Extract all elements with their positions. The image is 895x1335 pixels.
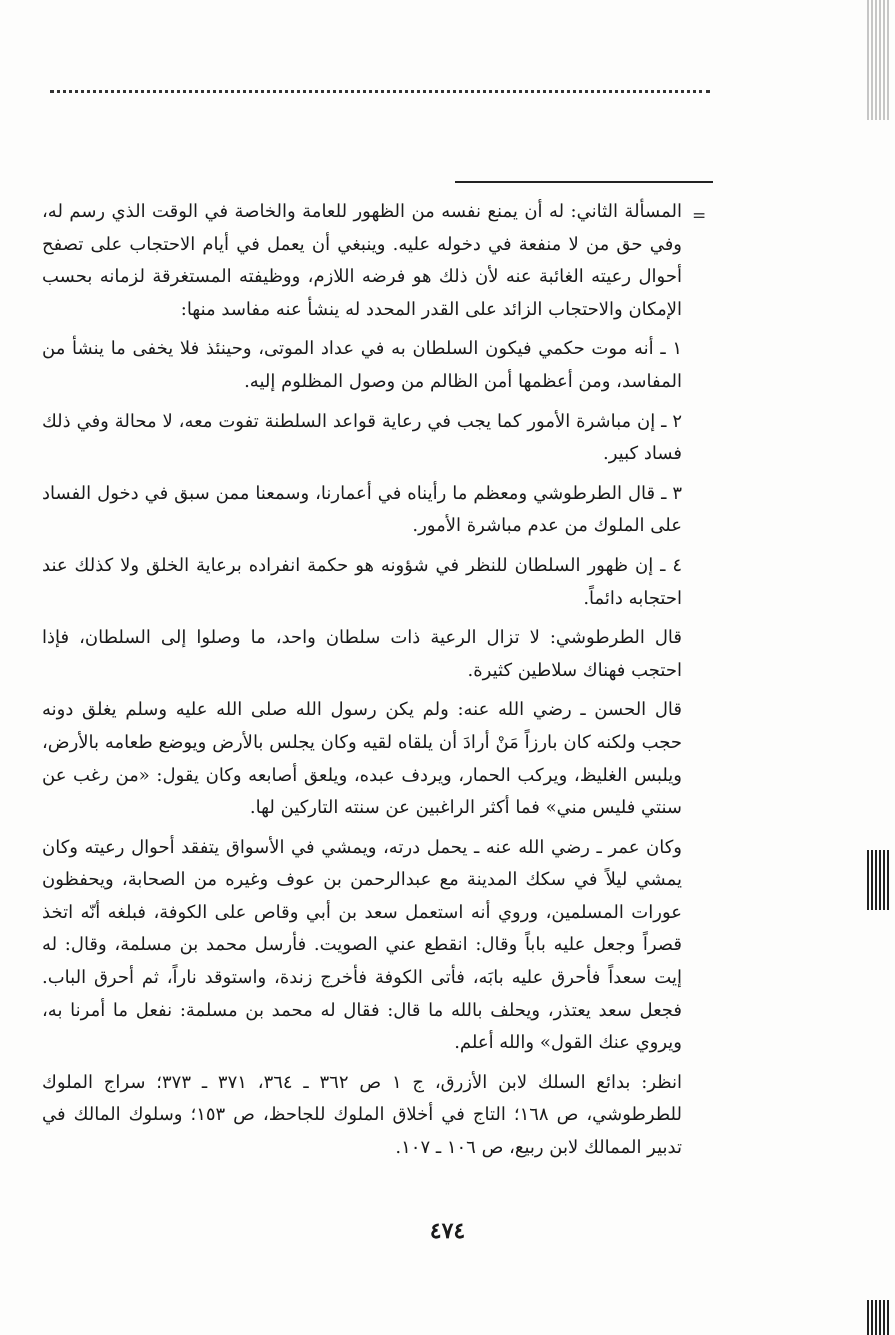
scan-edge-marks [855,0,895,1335]
paragraph-point-two: ٢ ـ إن مباشرة الأمور كما يجب في رعاية قواعد السلطنة تفوت معه، لا محالة وفي ذلك فساد كبير. [42,410,682,465]
footnote-text [42,196,682,1172]
paragraph-references: انظر: بدائع السلك لابن الأزرق، ج ١ ص ٣٦٢ ـ ٣٦٤، ٣٧١ ـ ٣٧٣؛ سراج الملوك للطرطوشي، ص ١٦٨؛ التاج في أخلاق الملوك للجاحظ، ص ١٥٣؛ وسلوك المالك في تدبير الممالك لابن ربيع، ص ١٠٦ ـ ١٠٧. [42,1071,683,1159]
paragraph-umar-story: وكان عمر ـ رضي الله عنه ـ يحمل درته، ويمشي في الأسواق يتفقد أحوال رعيته وكان يمشي ليلاً في سكك المدينة مع عبدالرحمن بن عوف وغيره من الصحابة، ويحفظون عورات المسلمين، وروي أنه استعمل سعد بن أبي وقاص على الكوفة، فبلغه أنّه اتخذ قصراً وجعل عليه باباً وقال: انقطع عني الصويت. فأرسل محمد بن مسلمة، وقال: له إيت سعداً فأحرق عليه بابَه، فأتى الكوفة فأخرج زندة، واستوقد ناراً، ثم أحرق الباب. فجعل سعد يعتذر، ويحلف بالله ما قال: فقال له محمد بن مسلمة: نفعل ما أمرنا به، ويروي عنك القول» والله أعلم. [42,836,682,1054]
paragraph-question-two: المسألة الثاني: له أن يمنع نفسه من الظهور للعامة والخاصة في الوقت الذي رسم له، وفي حق من لا منفعة في دخوله عليه. وينبغي أن يعمل في أيام الاحتجاب على تصفح أحوال رعيته الغائبة عنه لأن ذلك هو فرضه اللازم، ووظيفته المستغرقة لزمانه بحسب الإمكان والاحتجاب الزائد على القدر المحدد له ينشأ عنه مفاسد منها: [42,201,682,320]
paragraph-hasan-quote: قال الحسن ـ رضي الله عنه: ولم يكن رسول الله صلى الله عليه وسلم يغلق دونه حجب ولكنه كان بارزاً مَنْ أرادَ أن يلقاه لقيه وكان يجلس بالأرض ويوضع طعامه بالأرض، ويلبس الغليظ، ويركب الحمار، ويردف عبده، ويلعق أصابعه وكان يقول: «من رغب عن سنتي فليس مني» فما أكثر الراغبين عن سنته التاركين لها. [42,699,682,819]
header-dotted-rule [50,90,710,93]
paragraph-point-four: ٤ ـ إن ظهور السلطان للنظر في شؤونه هو حكمة انفراده برعاية الخلق ولا كذلك عند احتجابه دائماً. [42,554,682,609]
paragraph-point-one: ١ ـ أنه موت حكمي فيكون السلطان به في عداد الموتى، وحينئذ فلا يخفى ما ينشأ من المفاسد، ومن أعظمها أمن الظالم من وصول المظلوم إليه. [42,338,682,392]
footnote-continuation-mark: = [692,206,707,226]
footnote-separator [455,181,713,183]
paragraph-point-three: ٣ ـ قال الطرطوشي ومعظم ما رأيناه في أعمارنا، وسمعنا ممن سبق في دخول الفساد على الملوك من عدم مباشرة الأمور. [42,482,682,537]
paragraph-turtushi-quote: قال الطرطوشي: لا تزال الرعية ذات سلطان واحد، ما وصلوا إلى السلطان، فإذا احتجب فهناك سلاطين كثيرة. [42,627,682,681]
page-number: ٤٧٤ [429,1218,466,1244]
